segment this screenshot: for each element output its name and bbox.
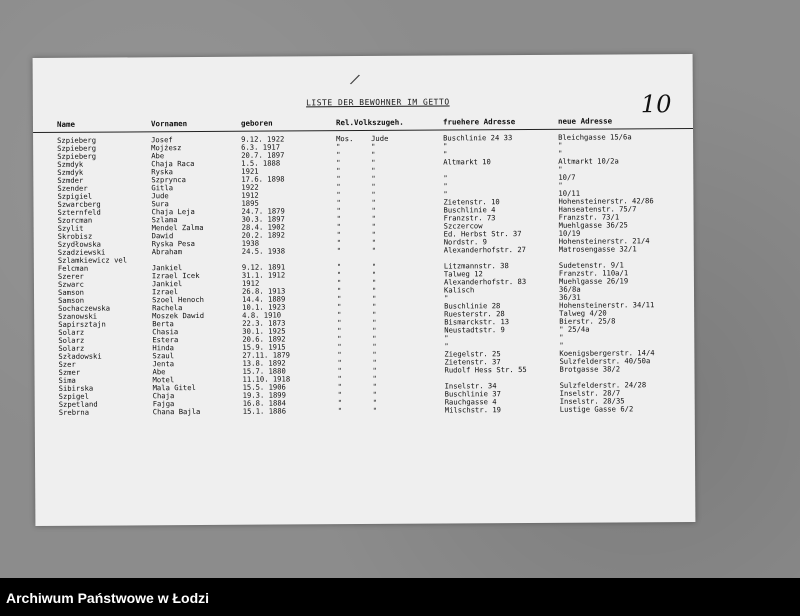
row-first-name: Izrael — [151, 287, 179, 297]
row-name: Szpigel — [58, 391, 89, 401]
row-old-address: Zietenstr. 37 — [444, 357, 501, 367]
page-number: 10 — [640, 90, 672, 119]
row-new-address: Inselstr. 28/35 — [559, 396, 625, 406]
row-new-address: " — [558, 164, 563, 174]
row-first-name: Szoel Henoch — [152, 294, 205, 305]
row-new-address: 36/8a — [558, 284, 581, 294]
row-new-address: Franzstr. 73/1 — [558, 212, 620, 222]
row-nationality: " — [371, 141, 376, 151]
row-born: 27.11. 1879 — [242, 350, 291, 360]
header-name: Name — [56, 119, 76, 129]
row-old-address: Buschlinie 24 33 — [443, 133, 513, 143]
row-religion: " — [337, 398, 343, 408]
row-new-address: 36/31 — [559, 292, 581, 302]
row-new-address: Inselstr. 28/7 — [559, 388, 621, 398]
row-religion: " — [336, 150, 341, 160]
row-born: 24.7. 1879 — [241, 206, 285, 216]
row-born: 13.8. 1892 — [242, 358, 286, 368]
row-religion: " — [336, 246, 342, 256]
row-nationality: " — [372, 293, 377, 303]
row-born: 28.4. 1902 — [241, 222, 285, 232]
row-first-name: Mendel Zalma — [151, 222, 204, 233]
row-old-address: " — [444, 333, 449, 343]
row-nationality: " — [371, 229, 377, 239]
row-name: Szternfeld — [57, 207, 101, 217]
row-born: 22.3. 1873 — [242, 318, 286, 328]
row-born: 14.4. 1889 — [242, 294, 286, 304]
row-name: Szpetland — [58, 399, 98, 409]
row-born: 15.5. 1906 — [242, 382, 286, 392]
row-new-address: Hohensteinerstr. 42/86 — [558, 196, 654, 206]
row-nationality: " — [372, 405, 378, 415]
row-name: Szer — [58, 359, 76, 369]
header-born: geboren — [240, 118, 273, 128]
row-nationality: " — [371, 149, 376, 159]
row-first-name: Estera — [152, 335, 179, 345]
row-name: Szwarc — [57, 279, 84, 289]
row-first-name: Chaja Raca — [151, 159, 195, 169]
row-name: Szadziewski — [57, 247, 106, 257]
row-born: 15.9. 1915 — [242, 342, 286, 352]
row-born: 30.1. 1925 — [242, 326, 286, 336]
row-first-name: Abe — [151, 151, 165, 161]
row-new-address: Koenigsbergerstr. 14/4 — [559, 348, 655, 358]
row-old-address: Altmarkt 10 — [443, 157, 491, 167]
row-old-address: Alexanderhofstr. 27 — [443, 245, 527, 255]
row-first-name: Fajga — [152, 399, 175, 409]
row-nationality: " — [372, 349, 377, 359]
row-born: 10.1. 1923 — [242, 302, 286, 312]
row-name: Samson — [57, 287, 85, 297]
row-first-name: Dawid — [151, 231, 174, 241]
row-religion: " — [336, 198, 341, 208]
row-born: 31.1. 1912 — [241, 270, 286, 280]
archive-label: Archiwum Państwowe w Łodzi — [6, 590, 210, 606]
row-first-name: Chaja Leja — [151, 207, 195, 217]
row-name: Szanowski — [58, 311, 98, 321]
row-nationality: " — [372, 333, 377, 343]
row-religion: " — [336, 270, 342, 280]
row-new-address: Bleichgasse 15/6a — [558, 132, 632, 142]
row-nationality: " — [372, 381, 377, 391]
row-religion: " — [336, 262, 342, 272]
row-new-address: Matrosengasse 32/1 — [558, 244, 637, 254]
row-born: 20.2. 1892 — [241, 230, 285, 240]
row-nationality: " — [371, 237, 377, 247]
row-born: 30.3. 1897 — [241, 214, 285, 224]
column-headers — [33, 116, 693, 133]
row-nationality: " — [371, 157, 376, 167]
row-nationality: " — [371, 269, 377, 279]
row-new-address: Talweg 4/20 — [559, 308, 607, 318]
row-nationality: " — [371, 221, 376, 231]
row-religion: " — [336, 142, 341, 152]
row-religion: " — [337, 390, 342, 400]
row-old-address: Buschlinie 28 — [444, 301, 501, 311]
row-first-name: Jankiel — [151, 263, 183, 273]
header-religion: Rel.Volkszugeh. — [335, 117, 404, 128]
row-religion: " — [336, 166, 341, 176]
row-name: Szpieberg — [57, 143, 97, 153]
row-nationality: " — [372, 365, 377, 375]
row-old-address: " — [443, 149, 448, 159]
row-name: Szwarcberg — [57, 199, 101, 209]
row-religion: " — [336, 222, 341, 232]
row-first-name: Mojżesz — [151, 143, 182, 153]
row-old-address: Buschlinie 4 — [443, 205, 496, 215]
row-name: Szylit — [57, 223, 84, 233]
row-name: Sapirsztajn — [58, 319, 106, 329]
row-old-address: Litzmannstr. 38 — [443, 261, 509, 271]
row-first-name: Ryska — [151, 167, 173, 177]
row-religion: " — [337, 382, 342, 392]
row-nationality: " — [372, 301, 377, 311]
row-old-address: Neustadtstr. 9 — [444, 325, 505, 335]
row-religion: " — [337, 358, 342, 368]
row-name: Szpigiel — [57, 191, 93, 201]
row-new-address: Bierstr. 25/8 — [559, 316, 616, 326]
row-first-name: Ryska Pesa — [151, 239, 196, 249]
row-nationality: " — [371, 197, 376, 207]
row-born: 20.7. 1897 — [241, 150, 285, 160]
row-born: 11.10. 1918 — [242, 374, 291, 384]
row-born: 6.3. 1917 — [241, 142, 281, 152]
row-old-address: Bismarckstr. 13 — [444, 317, 510, 327]
row-name: Solarz — [58, 327, 85, 337]
row-old-address: Ziegelstr. 25 — [444, 349, 501, 359]
row-religion: " — [336, 206, 341, 216]
row-first-name: Abe — [152, 367, 166, 377]
row-first-name: Chasia — [152, 327, 179, 337]
pen-mark: / — [348, 71, 362, 90]
row-born: 16.8. 1884 — [242, 398, 286, 408]
row-first-name: Motel — [152, 375, 175, 385]
row-name: Solarz — [58, 343, 85, 353]
row-old-address: Franzstr. 73 — [443, 213, 496, 223]
row-old-address: Kalisch — [443, 285, 475, 295]
row-religion: " — [336, 190, 341, 200]
row-nationality: " — [371, 189, 376, 199]
row-first-name: Izrael Icek — [151, 271, 200, 281]
row-new-address: Muehlgasse 26/19 — [558, 276, 629, 286]
row-first-name: Josef — [151, 135, 173, 145]
row-nationality: " — [372, 317, 377, 327]
row-religion: " — [337, 406, 343, 416]
row-new-address: " 25/4a — [559, 324, 590, 334]
row-new-address: Hohensteinerstr. 21/4 — [558, 236, 650, 246]
row-new-address: Hohensteinerstr. 34/11 — [559, 300, 655, 310]
row-first-name: Jankiel — [151, 279, 183, 289]
document-title: LISTE DER BEWOHNER IM GETTO — [306, 97, 450, 108]
row-name: Szender — [57, 183, 88, 193]
row-old-address: " — [443, 181, 448, 191]
row-new-address: 10/7 — [558, 172, 576, 182]
row-nationality: " — [372, 357, 377, 367]
row-old-address: " — [444, 293, 449, 303]
row-nationality: " — [372, 309, 377, 319]
row-old-address: Buschlinie 37 — [444, 389, 501, 399]
row-religion: " — [336, 286, 342, 296]
row-nationality: " — [371, 213, 376, 223]
row-first-name: Sura — [151, 199, 169, 209]
row-religion: " — [337, 342, 342, 352]
row-nationality: Jude — [371, 133, 389, 143]
row-first-name: Mala Gitel — [152, 383, 196, 393]
row-born: 1.5. 1888 — [241, 158, 281, 168]
row-old-address: " — [443, 141, 448, 151]
row-first-name: Moszek Dawid — [152, 310, 205, 321]
row-born: 20.6. 1892 — [242, 334, 286, 344]
row-born: 1921 — [241, 166, 259, 176]
row-first-name: Jenta — [152, 359, 175, 369]
header-new-address: neue Adresse — [557, 116, 613, 126]
row-old-address: " — [444, 341, 449, 351]
row-born: 9.12. 1922 — [241, 134, 285, 144]
row-religion: " — [337, 326, 342, 336]
row-name: Szmdyk — [57, 159, 84, 169]
row-new-address: " — [558, 140, 563, 150]
row-name: Sochaczewska — [58, 303, 111, 313]
row-first-name: Hinda — [152, 343, 175, 353]
row-nationality: " — [371, 245, 377, 255]
row-old-address: Zietenstr. 10 — [443, 197, 500, 207]
row-born: 1912 — [241, 278, 260, 288]
row-religion: " — [337, 302, 342, 312]
row-name: Szpieberg — [57, 151, 97, 161]
row-name: Szmer — [58, 367, 81, 377]
row-first-name: Abraham — [151, 247, 183, 257]
row-new-address: 10/19 — [558, 228, 581, 238]
row-old-address: Alexanderhofstr. 83 — [443, 277, 527, 287]
row-name: Szerer — [57, 271, 84, 281]
row-born: 1938 — [241, 238, 260, 248]
row-religion: " — [336, 174, 341, 184]
row-name: Szładowski — [58, 351, 102, 361]
row-name: Solarz — [58, 335, 85, 345]
row-name: Szlamkiewicz vel — [57, 255, 128, 265]
row-first-name: Szaul — [152, 351, 175, 361]
row-new-address: Lustige Gasse 6/2 — [559, 404, 634, 414]
row-name: Szydłowska — [57, 239, 102, 249]
row-religion: " — [337, 334, 342, 344]
archive-footer — [0, 578, 800, 616]
row-religion: " — [337, 374, 342, 384]
row-new-address: " — [558, 148, 563, 158]
row-born: 15.1. 1886 — [242, 406, 287, 416]
row-religion: " — [337, 318, 342, 328]
row-nationality: " — [372, 397, 378, 407]
row-born: 17.6. 1898 — [241, 174, 285, 184]
row-new-address: Sulzfelderstr. 40/50a — [559, 356, 651, 366]
row-old-address: Szczercow — [443, 221, 483, 231]
row-name: Szorcman — [57, 215, 93, 225]
row-nationality: " — [371, 205, 376, 215]
row-name: Szmdyk — [57, 167, 84, 177]
row-name: Szpieberg — [57, 135, 97, 145]
row-old-address: Rudolf Hess Str. 55 — [444, 365, 527, 375]
row-religion: " — [337, 310, 342, 320]
row-religion: " — [337, 294, 342, 304]
row-born: 15.7. 1880 — [242, 366, 286, 376]
row-old-address: Milschstr. 19 — [444, 405, 502, 415]
row-religion: " — [337, 366, 342, 376]
row-new-address: Franzstr. 110a/1 — [558, 268, 629, 278]
row-old-address: " — [443, 189, 448, 199]
row-old-address: Talweg 12 — [443, 269, 483, 279]
row-religion: Mos. — [336, 134, 354, 144]
row-old-address: Inselstr. 34 — [444, 381, 497, 391]
row-nationality: " — [372, 373, 377, 383]
row-first-name: Szlama — [151, 215, 178, 225]
row-new-address: Brotgasse 38/2 — [559, 364, 621, 374]
row-name: Srebrna — [58, 407, 90, 417]
row-religion: " — [336, 182, 341, 192]
row-religion: " — [336, 214, 341, 224]
row-old-address: Ruesterstr. 28 — [444, 309, 505, 319]
row-name: Sima — [58, 375, 76, 385]
row-first-name: Szprynca — [151, 175, 186, 185]
row-new-address: Altmarkt 10/2a — [558, 156, 619, 166]
row-name: Sibirska — [58, 383, 94, 393]
row-nationality: " — [372, 325, 377, 335]
row-religion: " — [336, 278, 342, 288]
row-born: 19.3. 1899 — [242, 390, 286, 400]
row-new-address: Sulzfelderstr. 24/28 — [559, 380, 647, 390]
row-born: 1912 — [241, 190, 259, 200]
row-nationality: " — [371, 165, 376, 175]
row-name: Samson — [58, 295, 85, 305]
row-first-name: Rachela — [152, 303, 183, 313]
row-new-address: Sudetenstr. 9/1 — [558, 260, 624, 270]
row-new-address: Hanseatenstr. 75/7 — [558, 204, 637, 214]
row-new-address: Muehlgasse 36/25 — [558, 220, 628, 230]
row-born: 26.8. 1913 — [241, 286, 286, 296]
row-first-name: Jude — [151, 191, 169, 201]
row-born: 24.5. 1938 — [241, 246, 286, 256]
row-religion: " — [337, 350, 342, 360]
row-new-address: " — [559, 332, 564, 342]
row-religion: " — [336, 238, 342, 248]
row-first-name: Chaja — [152, 391, 175, 401]
row-name: Skrobisz — [57, 231, 93, 241]
row-born: 9.12. 1891 — [241, 262, 286, 272]
row-first-name: Berta — [152, 319, 174, 329]
row-old-address: " — [443, 173, 448, 183]
row-nationality: " — [371, 277, 377, 287]
row-first-name: Gitla — [151, 183, 174, 193]
row-old-address: Nordstr. 9 — [443, 237, 488, 247]
row-nationality: " — [371, 173, 376, 183]
row-born: 1922 — [241, 182, 259, 192]
row-nationality: " — [371, 181, 376, 191]
document-sheet — [33, 54, 696, 526]
row-nationality: " — [372, 389, 377, 399]
row-new-address: " — [558, 180, 563, 190]
row-name: Szmder — [57, 175, 84, 185]
header-first-name: Vornamen — [150, 119, 188, 129]
row-religion: " — [336, 158, 341, 168]
row-name: Felcman — [57, 263, 89, 273]
row-first-name: Chana Bajla — [152, 407, 201, 417]
header-old-address: fruehere Adresse — [442, 117, 516, 127]
row-new-address: 10/11 — [558, 188, 581, 198]
row-nationality: " — [371, 285, 377, 295]
row-nationality: " — [371, 261, 377, 271]
row-religion: " — [336, 230, 342, 240]
row-old-address: Rauchgasse 4 — [444, 397, 497, 407]
row-born: 1895 — [241, 198, 259, 208]
row-old-address: Ed. Herbst Str. 37 — [443, 229, 522, 239]
row-born: 4.8. 1910 — [242, 310, 282, 320]
row-nationality: " — [372, 341, 377, 351]
resident-table — [33, 133, 695, 417]
row-new-address: " — [559, 340, 564, 350]
